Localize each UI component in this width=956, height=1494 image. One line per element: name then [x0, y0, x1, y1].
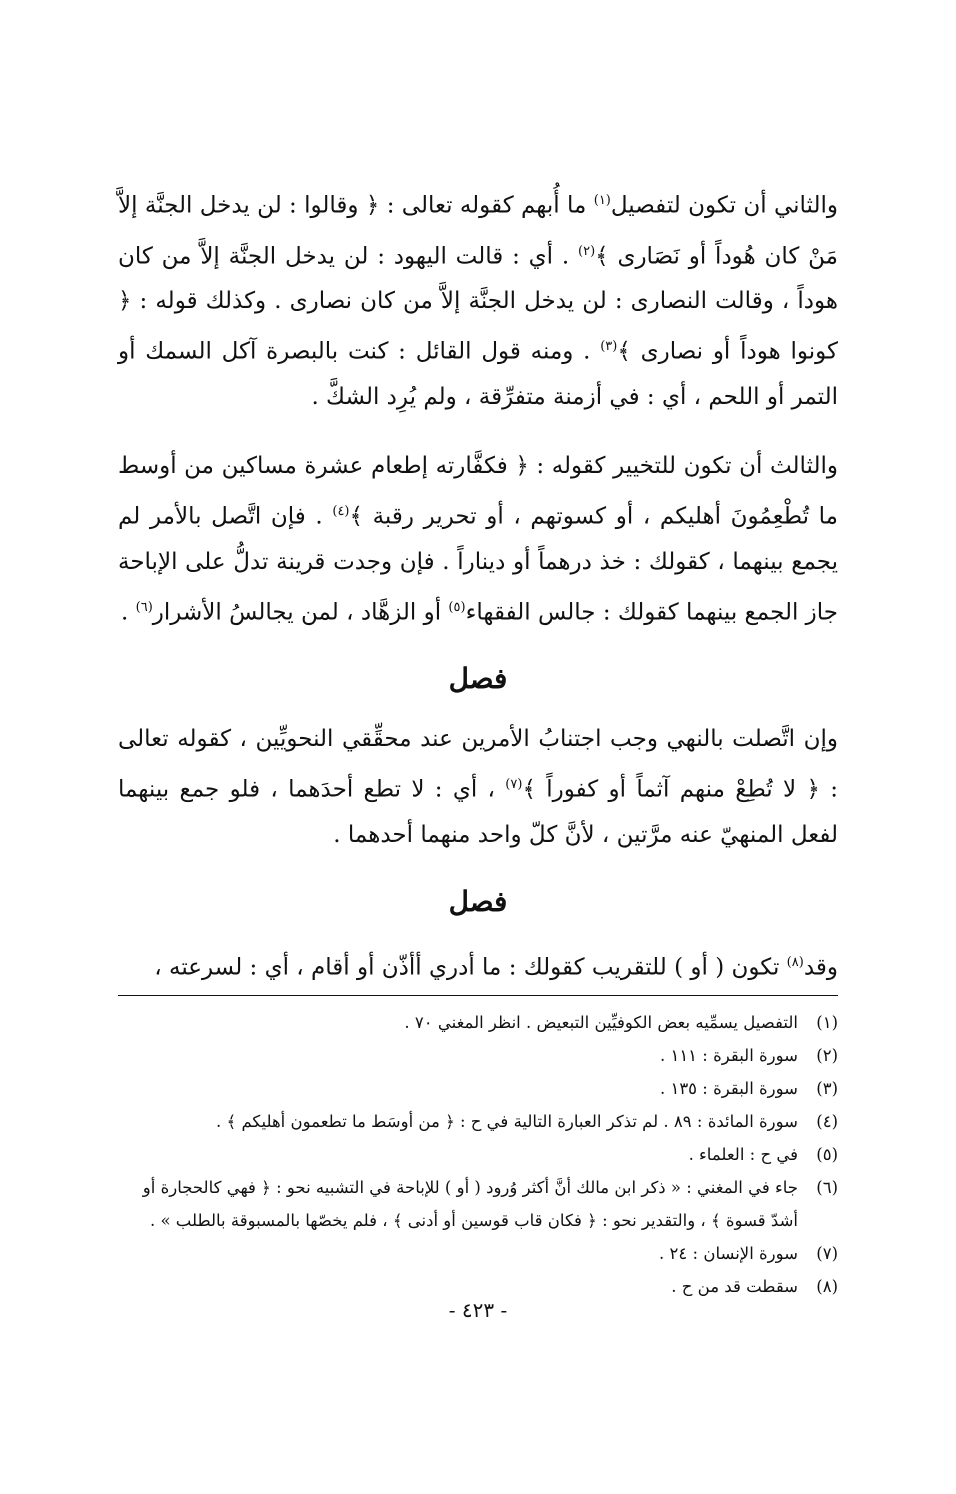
footnote-ref[interactable]: (١) [593, 193, 611, 208]
footnote-item [118, 1039, 838, 1072]
paragraph-approximation [118, 940, 838, 991]
footnote-item [118, 1138, 838, 1171]
paragraph-text: ، أي : لا تطع أحدَهما ، فلو جمع بينهما لفعل المنهيّ عنه مرَّتين ، لأنَّ كلّ واحد منهما أحدهما . [118, 776, 838, 848]
footnote-number: (١) [816, 1012, 838, 1032]
footnote-text: سورة المائدة : ٨٩ . لم تذكر العبارة التالية في ح : ﴿ من أوسَط ما تطعمون أهليكم ﴾ . [216, 1111, 798, 1131]
footnote-text: سورة البقرة : ١٣٥ . [659, 1078, 798, 1098]
footnote-text: التفصيل يسمِّيه بعض الكوفيِّين التبعيض . انظر المغني ٧٠ . [404, 1012, 798, 1032]
footnote-ref[interactable]: (٧) [505, 777, 523, 793]
footnote-number: (٧) [816, 1243, 838, 1263]
footnote-text: في ح : العلماء . [688, 1144, 798, 1164]
paragraph-text: . أي : قالت اليهود : لن يدخل الجنَّة إلاَّ من كان هوداً ، وقالت النصارى : لن يدخل الجنَّة إلاَّ من كان نصارى . وكذلك قوله : ﴿ كونوا هوداً أو نصارى ﴾ [118, 243, 838, 365]
paragraph-text: أو الزهَّاد ، لمن يجالسُ الأشرار [152, 599, 449, 626]
footnote-item [118, 1171, 838, 1237]
section-heading: فصل [448, 884, 508, 918]
footnote-text: سقطت قد من ح . [671, 1276, 798, 1296]
footnote-text: سورة البقرة : ١١١ . [659, 1045, 798, 1065]
footnote-number: (٥) [816, 1144, 838, 1164]
paragraph-text: وقد [803, 954, 838, 981]
footnote-ref[interactable]: (٤) [332, 503, 350, 519]
footnote-ref[interactable]: (٨) [786, 954, 804, 970]
paragraph-text: ما أُبهم كقوله تعالى : ﴿ وقالوا : لن يدخل الجنَّة إلاَّ مَنْ كان هُوداً أو نَصَارى ﴾ [118, 192, 839, 270]
paragraph-text: . ومنه قول القائل : كنت بالبصرة آكل السمك أو التمر أو اللحم ، أي : في أزمنة متفرِّقة ، ولم يُرِد الشكَّ . [118, 338, 838, 410]
footnote-ref[interactable]: (٢) [578, 243, 596, 259]
footnote-item [118, 1006, 838, 1039]
paragraph-prohibition [118, 717, 838, 858]
paragraph-text: تكون ( أو ) للتقريب كقولك : ما أدري أأذّن أو أقام ، أي : لسرعته ، [154, 954, 787, 981]
footnote-text: جاء في المغني : « ذكر ابن مالك أنَّ أكثر وُرود ( أو ) للإباحة في التشبيه نحو : ﴿ فهي كالحجارة أو أشدّ قسوة ﴾ ، والتقدير نحو : ﴿ فكان قاب قوسين أو أدنى ﴾ ، فلم يخصّها بالمسبوقة بالطلب » . [142, 1177, 798, 1230]
footnote-divider [118, 995, 838, 996]
footnote-number: (٤) [816, 1111, 838, 1131]
paragraph-text: . فإن اتَّصل بالأمر لم يجمع بينهما ، كقولك : خذ درهماً أو ديناراً . فإن وجدت قرينة تدلُّ على الإباحة جاز الجمع بينهما كقولك : جالس الفقهاء [118, 503, 838, 626]
footnote-number: (٨) [816, 1276, 838, 1296]
paragraph-text: والثالث أن تكون للتخيير كقوله : ﴿ فكفَّارته إطعام عشرة مساكين من أوسط ما تُطْعِمُونَ أهليكم ، أو كسوتهم ، أو تحرير رقبة ﴾ [118, 452, 838, 530]
footnote-number: (٢) [816, 1045, 838, 1065]
paragraph-text: وإن اتَّصلت بالنهي وجب اجتنابُ الأمرين عند محقِّقي النحويِّين ، كقوله تعالى : ﴿ لا تُطِعْ منهم آثماً أو كفوراً ﴾ [118, 726, 838, 803]
footnote-ref[interactable]: (٦) [135, 599, 153, 615]
footnote-item [118, 1072, 838, 1105]
paragraph-text: . [121, 599, 136, 626]
footnote-number: (٣) [816, 1078, 838, 1098]
footnote-ref[interactable]: (٣) [600, 339, 618, 355]
paragraph-third-meaning [118, 444, 838, 635]
footnotes [118, 1006, 838, 1303]
section-heading: فصل [448, 662, 508, 696]
paragraph-second-meaning [118, 178, 838, 420]
paragraph-text: والثاني أن تكون لتفصيل [610, 192, 838, 219]
footnote-item [118, 1105, 838, 1138]
footnote-ref[interactable]: (٥) [448, 599, 466, 615]
footnote-text: سورة الإنسان : ٢٤ . [659, 1243, 798, 1263]
footnote-item [118, 1237, 838, 1270]
footnote-number: (٦) [816, 1177, 838, 1197]
page-number: - ٤٢٣ - [448, 1298, 508, 1322]
